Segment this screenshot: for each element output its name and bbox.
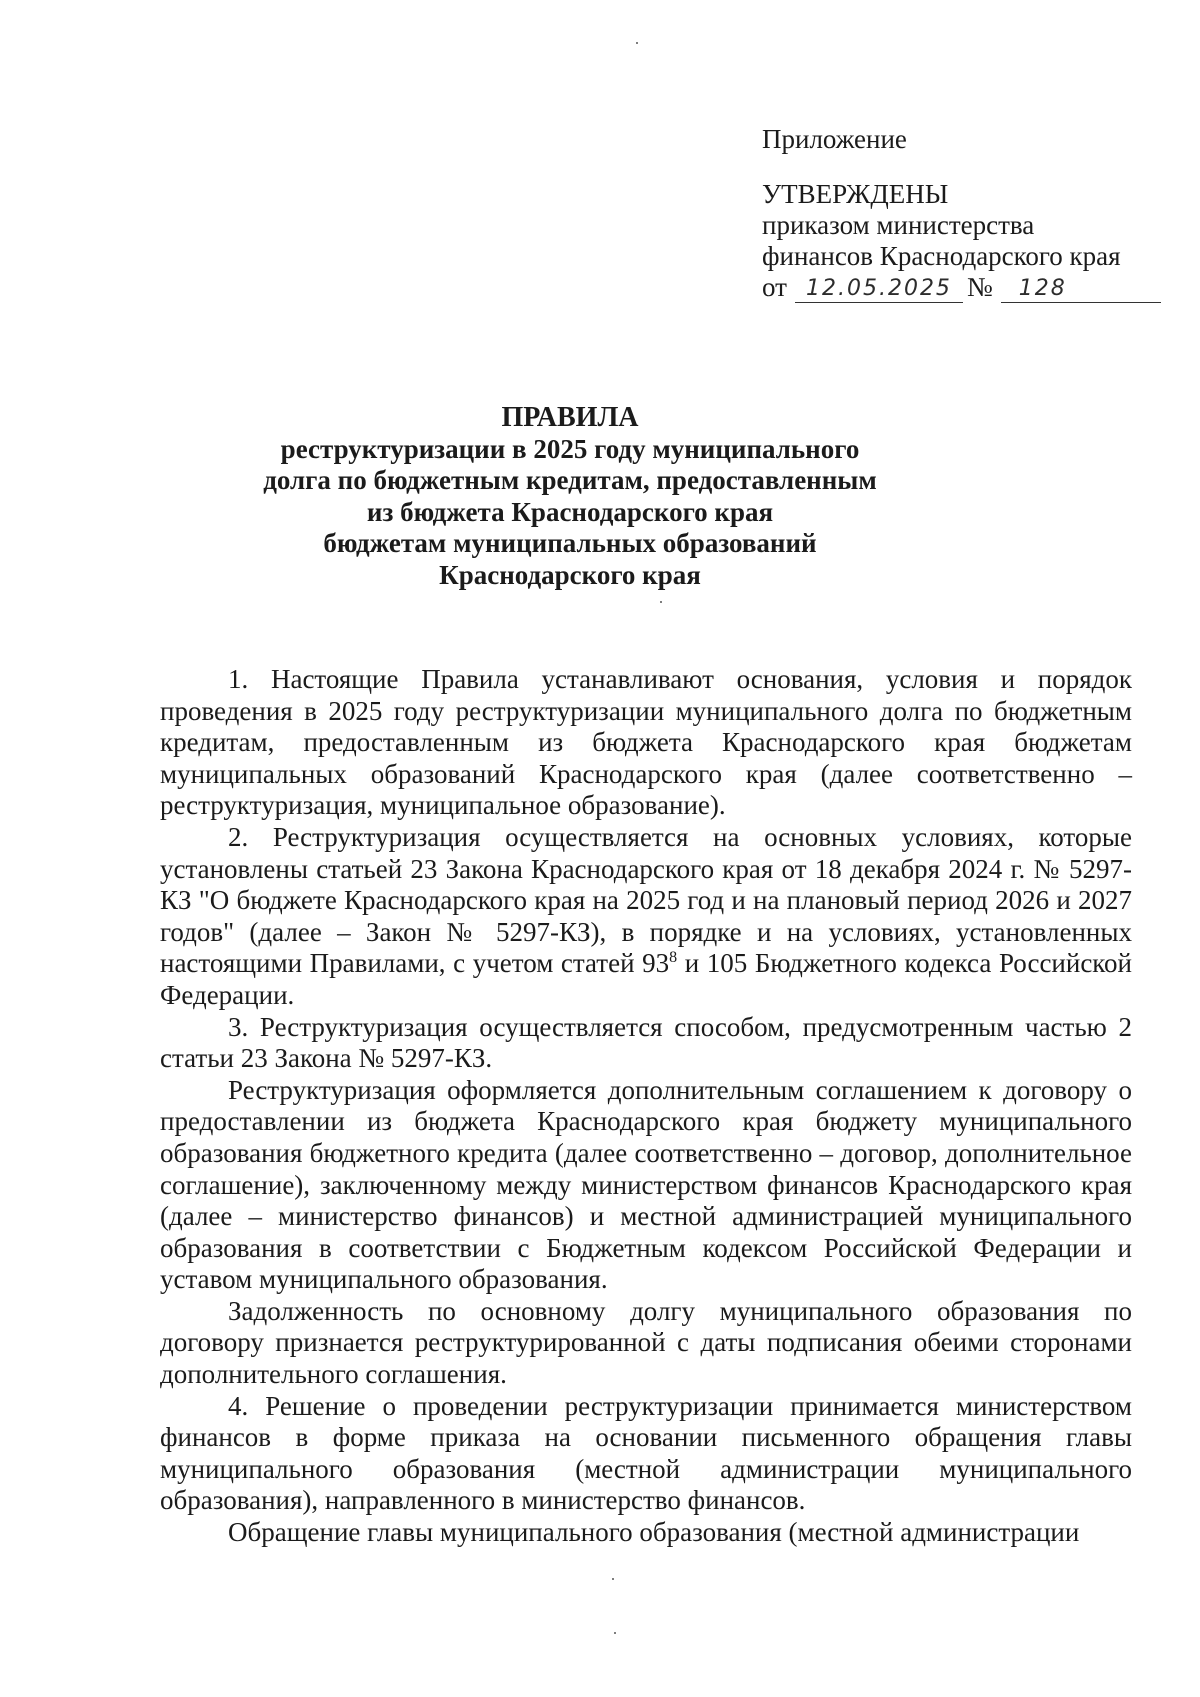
scan-speck xyxy=(614,1632,616,1634)
appendix-label: Приложение xyxy=(762,124,907,154)
handwritten-number: 128 xyxy=(1001,276,1161,303)
paragraph xyxy=(160,822,1132,1012)
scan-speck xyxy=(612,1578,614,1580)
scan-speck xyxy=(660,601,662,603)
title-line: долга по бюджетным кредитам, предоставленным xyxy=(263,465,877,495)
document-title xyxy=(160,402,980,591)
date-number-row xyxy=(762,272,1162,303)
paragraph: 3. Реструктуризация осуществляется способом, предусмотренным частью 2 статьи 23 Закона № 5297-КЗ. xyxy=(160,1011,1132,1074)
approved-by-line: финансов Краснодарского края xyxy=(762,241,1121,271)
document-body xyxy=(160,664,1132,1549)
from-label: от xyxy=(762,272,787,302)
scan-speck xyxy=(636,42,638,44)
title-line: из бюджета Краснодарского края xyxy=(366,496,774,527)
approval-block xyxy=(762,124,1162,303)
number-label: № xyxy=(966,272,993,302)
superscript: 8 xyxy=(669,949,678,967)
approved-label: УТВЕРЖДЕНЫ xyxy=(762,179,949,209)
paragraph: Обращение главы муниципального образования (местной администрации xyxy=(228,1517,1080,1548)
title-line: бюджетам муниципальных образований xyxy=(323,528,817,558)
paragraph-text: и 105 Бюджетного кодекса Российской Федерации. xyxy=(160,948,1133,1010)
paragraph: 4. Решение о проведении реструктуризации принимается министерством финансов в форме приказа на основании письменного обращения главы муниципального образования (местной администрации муниципального образования), направленного в министерство финансов. xyxy=(160,1390,1132,1516)
paragraph: Реструктуризация оформляется дополнительным соглашением к договору о предоставлении из бюджета Краснодарского края бюджету муниципального образования бюджетного кредита (далее соответственно – договор, дополнительное соглашение), заключенному между министерством финансов Краснодарского края (далее – министерство финансов) и местной администрацией муниципального образования в соответствии с Бюджетным кодексом Российской Федерации и уставом муниципального образования. xyxy=(160,1074,1132,1295)
handwritten-date: 12.05.2025 xyxy=(795,276,963,303)
paragraph-text: 2. Реструктуризация осуществляется на основных условиях, которые установлены статьей 23 Закона Краснодарского края от 18 декабря 2024 г. № 5297-КЗ "О бюджете Краснодарского края на 2025 год и на плановый период 2026 и 2027 годов" (далее – Закон № 5297-КЗ), в порядке и на условиях, установленных настоящими Правилами, с учетом статей 93 xyxy=(160,821,1132,979)
title-line: реструктуризации в 2025 году муниципального xyxy=(280,433,860,464)
title-main: ПРАВИЛА xyxy=(501,402,639,433)
paragraph: 1. Настоящие Правила устанавливают основания, условия и порядок проведения в 2025 году реструктуризации муниципального долга по бюджетным кредитам, предоставленным из бюджета Краснодарского края бюджетам муниципальных образований Краснодарского края (далее соответственно – реструктуризация, муниципальное образование). xyxy=(160,664,1132,821)
paragraph: Задолженность по основному долгу муниципального образования по договору признается реструктурированной с даты подписания обеими сторонами дополнительного соглашения. xyxy=(160,1295,1132,1390)
approved-by-line: приказом министерства xyxy=(762,210,1035,240)
title-line: Краснодарского края xyxy=(439,559,701,590)
